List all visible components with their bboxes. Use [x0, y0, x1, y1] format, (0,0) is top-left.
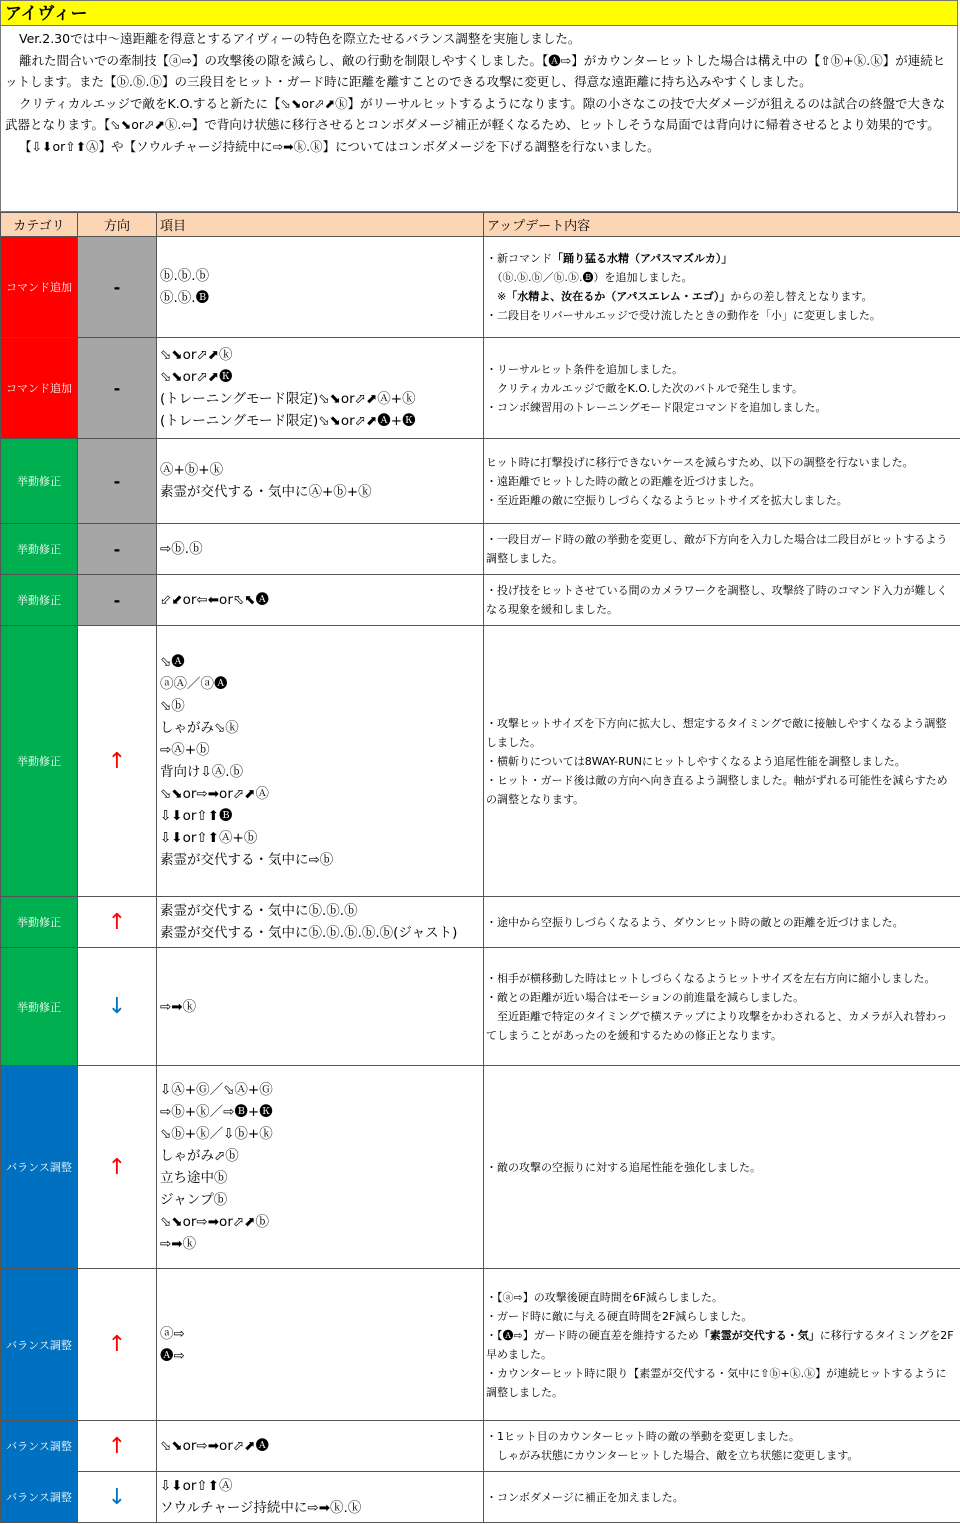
command-item: ⬃⬋or⇦⬅or⬁⬉🅐: [160, 592, 269, 608]
table-row: [1, 948, 960, 1066]
command-item: ⓑ.ⓑ.ⓑ: [160, 268, 210, 284]
items-cell: [157, 1269, 484, 1421]
update-line: ※「水精よ、汝在るか（アパスエレム・エゴ）」からの差し替えとなります。: [486, 290, 873, 303]
command-item: ソウルチャージ持続中に⇨➡ⓚ.ⓚ: [160, 1500, 362, 1516]
table-row: [1, 1472, 960, 1523]
up-arrow-icon: ↑: [107, 748, 127, 774]
update-line: ・コンボ練習用のトレーニングモード限定コマンドを追加しました。: [486, 400, 827, 414]
update-line: ・投げ技をヒットさせている間のカメラワークを調整し、攻撃終了時のコマンド入力が難しくなる現象を緩和しました。: [486, 584, 948, 616]
update-cell: [484, 1421, 960, 1472]
command-item: ⬂🅐: [160, 654, 185, 670]
items-cell: [157, 575, 484, 626]
up-arrow-icon: ↑: [107, 1332, 127, 1357]
category-cell: 挙動修正: [1, 575, 78, 626]
update-cell: [484, 1269, 960, 1421]
update-line: 至近距離で特定のタイミングで横ステップにより攻撃をかわされると、カメラが入れ替わってしまうことがあったのを緩和するための修正となります。: [486, 1009, 948, 1042]
update-cell: [484, 439, 960, 524]
update-cell: [484, 626, 960, 897]
items-cell: [157, 1066, 484, 1269]
direction-cell: [78, 626, 157, 897]
command-item: ⬂ⓑ: [160, 698, 185, 714]
intro-paragraph: クリティカルエッジで敵をK.O.すると新たに【⬂⬊or⬀⬈ⓚ】がリーサルヒットするようになります。隙の小さなこの技で大ダメージが狙えるのは試合の終盤で大きな武器となります。【⬂⬊or⬀⬈ⓚ.⇦】で背向け状態に移行させるとコンボダメージ補正が軽くなるため、ヒットしそうな局面では背向けに帰着させるとより効果的です。: [5, 95, 946, 132]
table-row: [1, 1066, 960, 1269]
update-cell: [484, 1066, 960, 1269]
items-cell: [157, 338, 484, 439]
command-item: ⓐⒶ／ⓐ🅐: [160, 676, 228, 692]
update-line: ・遠距離でヒットした時の敵との距離を近づけました。: [486, 474, 761, 488]
direction-cell: [78, 1472, 157, 1523]
items-cell: [157, 1472, 484, 1523]
command-item: ⬂⬊or⬀⬈ⓚ: [160, 347, 233, 363]
update-line: ・リーサルヒット条件を追加しました。: [486, 362, 684, 376]
command-item: 背向け⇩Ⓐ.ⓑ: [160, 764, 244, 780]
command-item: ⬂⬊or⇨➡or⬀⬈🅐: [160, 1438, 269, 1454]
update-line: ・【ⓐ⇨】の攻撃後硬直時間を6F減らしました。: [486, 1290, 724, 1304]
direction-cell: [78, 948, 157, 1066]
update-line: ・横斬りについては8WAY-RUNにヒットしやすくなるよう追尾性能を調整しました。: [486, 754, 906, 768]
direction-cell: -: [78, 524, 157, 575]
update-cell: [484, 237, 960, 338]
table-row: [1, 1421, 960, 1472]
update-cell: [484, 1472, 960, 1523]
update-line: クリティカルエッジで敵をK.O.した次のバトルで発生します。: [486, 381, 803, 395]
up-arrow-icon: ↑: [107, 1154, 127, 1180]
update-line: ・カウンターヒット時に限り【素霊が交代する・気中に⇧ⓑ+ⓚ.ⓚ】が連続ヒットするように調整しました。: [486, 1366, 947, 1399]
direction-cell: -: [78, 237, 157, 338]
command-item: ⇨➡ⓚ: [160, 1236, 197, 1252]
items-cell: [157, 439, 484, 524]
update-cell: [484, 575, 960, 626]
header-direction: 方向: [78, 213, 157, 237]
update-cell: [484, 897, 960, 948]
command-item: ⇨ⓑ+ⓚ／⇨🅑+🅚: [160, 1104, 273, 1120]
table-row: [1, 626, 960, 897]
command-item: 素霊が交代する・気中にⓑ.ⓑ.ⓑ.ⓑ.ⓑ(ジャスト): [160, 925, 458, 941]
command-item: (トレーニングモード限定)⬂⬊or⬀⬈🅐+🅚: [160, 413, 416, 429]
direction-cell: [78, 1066, 157, 1269]
intro-paragraph: Ver.2.30では中～遠距離を得意とするアイヴィーの特色を際立たせるバランス調整を実施しました。: [19, 31, 581, 46]
command-item: 立ち途中ⓑ: [160, 1170, 228, 1186]
down-arrow-icon: ↓: [107, 1484, 127, 1510]
direction-cell: [78, 1269, 157, 1421]
command-item: Ⓐ+ⓑ+ⓚ: [160, 462, 224, 478]
intro-text: [0, 26, 958, 212]
direction-cell: [78, 897, 157, 948]
command-item: ⇨➡ⓚ: [160, 998, 197, 1015]
up-arrow-icon: ↑: [107, 1433, 127, 1459]
update-line: ・ヒット・ガード後は敵の方向へ向き直るよう調整しました。軸がずれる可能性を減らすための調整となります。: [486, 773, 948, 806]
update-line: ・1ヒット目のカウンターヒット時の敵の挙動を変更しました。: [486, 1430, 800, 1443]
update-cell: [484, 338, 960, 439]
category-cell: 挙動修正: [1, 897, 78, 948]
update-line: しゃがみ状態にカウンターヒットした場合、敵を立ち状態に変更します。: [486, 1449, 859, 1462]
command-item: しゃがみ⬂ⓚ: [160, 720, 239, 736]
intro-paragraph: 【⇩⬇or⇧⬆Ⓐ】や【ソウルチャージ持続中に⇨➡ⓚ.ⓚ】についてはコンボダメージを下げる調整を行ないました。: [19, 138, 660, 154]
items-cell: [157, 1421, 484, 1472]
command-item: ⇩⬇or⇧⬆🅑: [160, 808, 233, 824]
items-cell: [157, 948, 484, 1066]
table-row: [1, 439, 960, 524]
table-row: [1, 897, 960, 948]
category-cell: バランス調整: [1, 1269, 78, 1421]
direction-cell: -: [78, 575, 157, 626]
update-line: ・二段目をリバーサルエッジで受け流したときの動作を「小」に変更しました。: [486, 309, 881, 322]
direction-cell: -: [78, 338, 157, 439]
command-item: ⬂⬊or⇨➡or⬀⬈Ⓐ: [160, 786, 269, 802]
header-category: カテゴリ: [1, 213, 78, 237]
update-line: ・コンボダメージに補正を加えました。: [486, 1490, 684, 1504]
update-line: （ⓑ.ⓑ.ⓑ／ⓑ.ⓑ.🅑）を追加しました。: [486, 271, 693, 284]
down-arrow-icon: ↓: [107, 994, 127, 1019]
command-item: ⓐ⇨: [160, 1325, 185, 1342]
command-item: 素霊が交代する・気中に⇨ⓑ: [160, 852, 334, 868]
command-item: ジャンプⓑ: [160, 1192, 228, 1208]
command-item: ⬂⬊or⇨➡or⬀⬈ⓑ: [160, 1214, 269, 1230]
table-header-row: [1, 213, 960, 237]
update-line: ・一段目ガード時の敵の挙動を変更し、敵が下方向を入力した場合は二段目がヒットするよう調整しました。: [486, 533, 948, 565]
category-cell: コマンド追加: [1, 338, 78, 439]
command-item: (トレーニングモード限定)⬂⬊or⬀⬈Ⓐ+ⓚ: [160, 391, 416, 407]
category-cell: 挙動修正: [1, 948, 78, 1066]
category-cell: バランス調整: [1, 1066, 78, 1269]
category-cell: 挙動修正: [1, 439, 78, 524]
table-row: [1, 524, 960, 575]
table-row: [1, 575, 960, 626]
category-cell: バランス調整: [1, 1472, 78, 1523]
up-arrow-icon: ↑: [107, 909, 127, 935]
command-item: ⇩Ⓐ+Ⓖ／⬂Ⓐ+Ⓖ: [160, 1082, 273, 1098]
category-cell: バランス調整: [1, 1421, 78, 1472]
update-line: ・攻撃ヒットサイズを下方向に拡大し、想定するタイミングで敵に接触しやすくなるよう調整しました。: [486, 716, 947, 749]
command-item: 素霊が交代する・気中にⒶ+ⓑ+ⓚ: [160, 484, 372, 500]
update-cell: [484, 948, 960, 1066]
update-line: ヒット時に打撃投げに移行できないケースを減らすため、以下の調整を行ないました。: [486, 455, 914, 469]
direction-cell: -: [78, 439, 157, 524]
command-item: ⇨ⓑ.ⓑ: [160, 541, 203, 557]
command-item: ⇨Ⓐ+ⓑ: [160, 742, 210, 758]
table-row: [1, 237, 960, 338]
intro-paragraph: 離れた間合いでの牽制技【ⓐ⇨】の攻撃後の隙を減らし、敵の行動を制限しやすくしました。【🅐⇨】がカウンターヒットした場合は構え中の【⇧ⓑ+ⓚ.ⓚ】が連続ヒットします。また【ⓑ.ⓑ.ⓑ】の三段目をヒット・ガード時に距離を離すことのできる攻撃に変更し、得意な遠距離に持ち込みやすくしました。: [5, 52, 946, 89]
header-update: アップデート内容: [484, 213, 960, 237]
update-line: ・至近距離の敵に空振りしづらくなるようヒットサイズを拡大しました。: [486, 493, 848, 507]
command-item: しゃがみ⬀ⓑ: [160, 1148, 239, 1164]
category-cell: コマンド追加: [1, 237, 78, 338]
update-cell: [484, 524, 960, 575]
command-item: ⬂ⓑ+ⓚ／⇩ⓑ+ⓚ: [160, 1126, 273, 1142]
items-cell: [157, 237, 484, 338]
update-line: ・敵との距離が近い場合はモーションの前進量を減らしました。: [486, 990, 805, 1004]
update-line: ・【🅐⇨】ガード時の硬直差を維持するため「素霊が交代する・気」に移行するタイミングを2F早めました。: [486, 1328, 954, 1361]
items-cell: [157, 897, 484, 948]
page-title: アイヴィー: [0, 0, 958, 26]
update-line: ・敵の攻撃の空振りに対する追尾性能を強化しました。: [486, 1160, 761, 1174]
update-line: ・相手が横移動した時はヒットしづらくなるようヒットサイズを左右方向に縮小しました。: [486, 971, 936, 985]
table-row: [1, 338, 960, 439]
category-cell: 挙動修正: [1, 524, 78, 575]
update-line: ・途中から空振りしづらくなるよう、ダウンヒット時の敵との距離を近づけました。: [486, 915, 904, 929]
table-row: [1, 1269, 960, 1421]
update-line: ・ガード時に敵に与える硬直時間を2F減らしました。: [486, 1309, 753, 1323]
command-item: ⓑ.ⓑ.🅑: [160, 290, 210, 306]
command-item: ⇩⬇or⇧⬆Ⓐ: [160, 1478, 233, 1494]
category-cell: 挙動修正: [1, 626, 78, 897]
items-cell: [157, 524, 484, 575]
command-item: 🅐⇨: [160, 1347, 185, 1364]
items-cell: [157, 626, 484, 897]
update-line: ・新コマンド「踊り猛る水精（アパスマズルカ）」: [486, 252, 733, 265]
header-item: 項目: [157, 213, 484, 237]
direction-cell: [78, 1421, 157, 1472]
command-item: ⇩⬇or⇧⬆Ⓐ+ⓑ: [160, 830, 258, 846]
update-table: [0, 212, 960, 1523]
command-item: 素霊が交代する・気中にⓑ.ⓑ.ⓑ: [160, 903, 358, 919]
command-item: ⬂⬊or⬀⬈🅚: [160, 369, 233, 385]
